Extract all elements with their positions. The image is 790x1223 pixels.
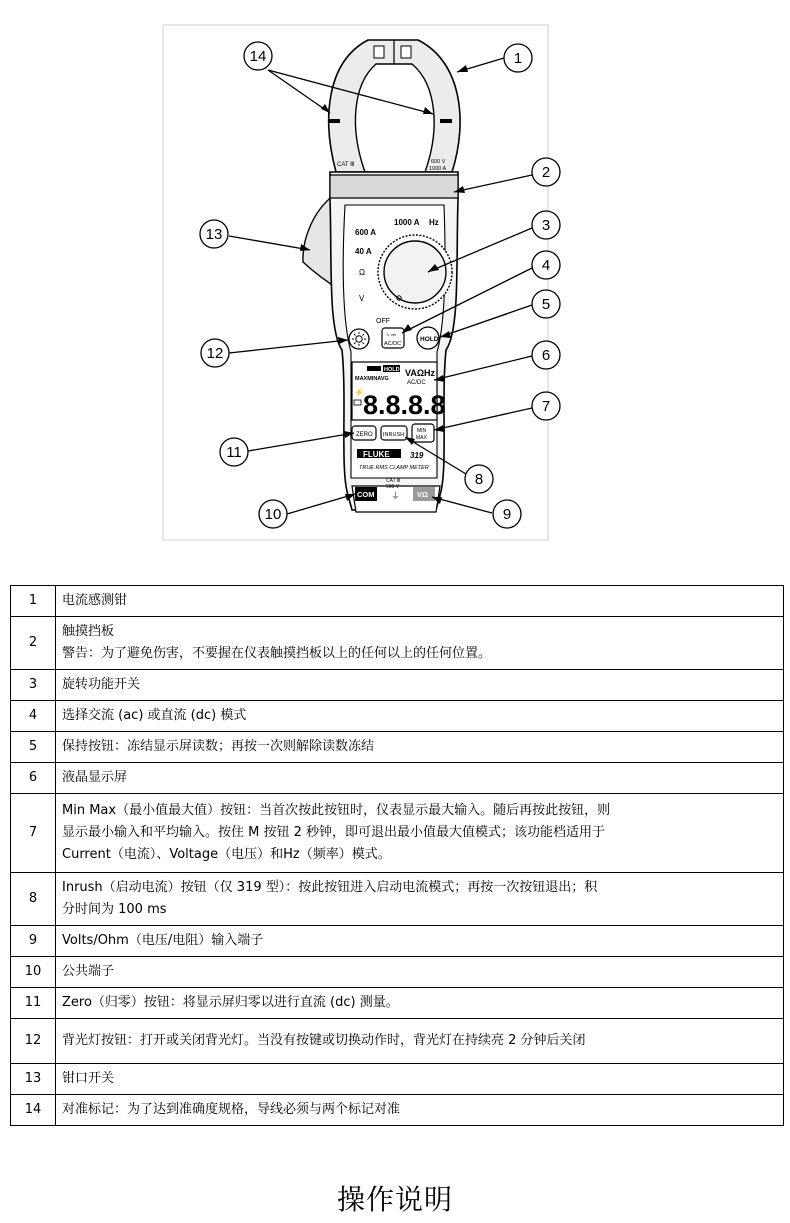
legend-number: 5: [11, 732, 56, 763]
dial-label-1000a: 1000 A: [394, 218, 420, 227]
lcd-acdc-text: AC/DC: [407, 380, 426, 386]
zero-button-label: ZERO: [356, 432, 373, 438]
legend-number: 7: [11, 794, 56, 873]
legend-description-line: 钳口开关: [62, 1071, 115, 1086]
legend-description: [56, 763, 784, 794]
legend-row: [11, 586, 784, 617]
legend-description: [56, 617, 784, 670]
ac-dc-wave-icon: ~ ⎓: [386, 333, 396, 339]
model-subtitle: TRUE RMS CLAMP METER: [359, 465, 429, 471]
legend-number: 10: [11, 957, 56, 988]
legend-description-line: Zero（归零）按钮：将显示屏归零以进行直流 (dc) 测量。: [62, 995, 399, 1010]
callout-11: 11: [226, 444, 242, 461]
legend-description: [56, 701, 784, 732]
callout-13: 13: [205, 226, 223, 243]
clamp-jaw-inner: [355, 64, 434, 172]
callout-12: 12: [206, 345, 224, 362]
callout-5: 5: [541, 296, 551, 313]
rating-right-2: 1000 A: [429, 166, 447, 172]
legend-description-line: 电流感测钳: [62, 593, 128, 608]
ac-dc-button-label: AC/DC: [384, 341, 402, 347]
legend-number: 12: [11, 1019, 56, 1064]
legend-row: [11, 617, 784, 670]
legend-row: [11, 732, 784, 763]
legend-row: [11, 701, 784, 732]
legend-number: 14: [11, 1095, 56, 1126]
alignment-mark-right: [440, 119, 452, 123]
callout-6: 6: [541, 347, 551, 364]
callout-1: 1: [513, 50, 523, 67]
lcd-mode-text: MAXMINAVG: [355, 376, 389, 382]
jaw-tip-right: [401, 46, 411, 58]
legend-description-line: 液晶显示屏: [62, 770, 128, 785]
model-number: 319: [410, 451, 424, 460]
rating-right-1: 600 V: [431, 159, 446, 165]
jaw-tip-left: [374, 46, 384, 58]
terminal-cat-label: CAT Ⅲ: [386, 478, 401, 484]
inrush-button-label: INRUSH: [383, 432, 405, 438]
min-max-button-label-1: MIN: [417, 428, 427, 434]
legend-number: 11: [11, 988, 56, 1019]
legend-number: 13: [11, 1064, 56, 1095]
legend-row: [11, 988, 784, 1019]
lcd-hold-tag: HOLD: [384, 367, 400, 373]
dial-label-40a: 40 A: [355, 247, 372, 256]
footer-title: 操作说明: [336, 1183, 453, 1216]
legend-description: [56, 873, 784, 926]
legend-description-line: 显示最小输入和平均输入。按住 M 按钮 2 秒钟，即可退出最小值最大值模式；该功能档适用于: [62, 825, 606, 840]
legend-description: [56, 926, 784, 957]
callout-10: 10: [264, 506, 282, 523]
terminal-volt-label: 600 V: [386, 484, 400, 490]
legend-description: [56, 732, 784, 763]
callout-2: 2: [541, 164, 551, 181]
legend-number: 2: [11, 617, 56, 670]
legend-body: [11, 586, 784, 1126]
clamp-meter-diagram: [0, 0, 790, 580]
legend-row: [11, 1095, 784, 1126]
legend-description-line: 背光灯按钮：打开或关闭背光灯。当没有按键或切换动作时，背光灯在持续亮 2 分钟后关闭: [62, 1033, 586, 1048]
cat-rating-left: CAT Ⅲ: [337, 162, 355, 168]
lcd-units-text: VAΩHz: [405, 368, 436, 378]
alignment-mark-left: [328, 119, 340, 123]
legend-row: [11, 957, 784, 988]
legend-description-line: 旋转功能开关: [62, 677, 141, 692]
legend-row: [11, 873, 784, 926]
dial-label-600a: 600 A: [355, 228, 377, 237]
legend-description: [56, 586, 784, 617]
legend-description-line: Inrush（启动电流）按钮（仅 319 型）：按此按钮进入启动电流模式；再按一次按钮退出；积: [62, 880, 598, 895]
lcd-warning-icon: ⚡: [354, 388, 364, 397]
legend-description-line: Volts/Ohm（电压/电阻）输入端子: [62, 933, 264, 948]
legend-description: [56, 1064, 784, 1095]
legend-description-line: Current（电流）、Voltage（电压）和Hz（频率）模式。: [62, 847, 391, 862]
min-max-button-label-2: MAX: [416, 435, 427, 441]
legend-description-line: 公共端子: [62, 964, 115, 979]
legend-description-line: 触摸挡板: [62, 624, 115, 639]
dial-label-hz: Hz: [429, 218, 439, 227]
lcd-digits: 8.8.8.8: [363, 390, 446, 420]
legend-number: 8: [11, 873, 56, 926]
legend-table: [10, 585, 784, 1126]
dial-label-off: OFF: [376, 318, 390, 325]
callout-14: 14: [249, 48, 267, 65]
legend-description: [56, 670, 784, 701]
dial-ohm-symbol: Ω: [359, 268, 365, 277]
legend-number: 1: [11, 586, 56, 617]
legend-row: [11, 1019, 784, 1064]
callout-3: 3: [541, 217, 551, 234]
callout-8: 8: [474, 471, 484, 488]
lcd-tag-box: [367, 366, 381, 371]
legend-row: [11, 794, 784, 873]
legend-description-line: 对准标记：为了达到准确度规格，导线必须与两个标记对准: [62, 1102, 401, 1117]
legend-number: 9: [11, 926, 56, 957]
legend-description: [56, 794, 784, 873]
legend-row: [11, 1064, 784, 1095]
legend-description-line: Min Max（最小值最大值）按钮：当首次按此按钮时，仪表显示最大输入。随后再按此按钮，则: [62, 803, 611, 818]
legend-description-line: 分时间为 100 ms: [62, 902, 167, 917]
legend-description-line: 选择交流 (ac) 或直流 (dc) 模式: [62, 708, 247, 723]
legend-description-line: 警告：为了避免伤害，不要握在仪表触摸挡板以上的任何以上的任何位置。: [62, 646, 492, 661]
legend-description: [56, 1095, 784, 1126]
legend-description: [56, 957, 784, 988]
legend-number: 3: [11, 670, 56, 701]
legend-row: [11, 670, 784, 701]
callout-4: 4: [541, 257, 551, 274]
callout-7: 7: [541, 398, 551, 415]
legend-row: [11, 926, 784, 957]
brand-logo: FLUKE: [363, 450, 390, 459]
hand-guard: [330, 175, 458, 198]
legend-number: 4: [11, 701, 56, 732]
legend-description: [56, 988, 784, 1019]
rotary-switch[interactable]: [384, 241, 446, 303]
ground-icon: ⏚: [391, 491, 401, 501]
legend-number: 6: [11, 763, 56, 794]
legend-description: [56, 1019, 784, 1064]
com-terminal-label: COM: [357, 490, 375, 499]
callout-9: 9: [502, 506, 512, 523]
dial-volt-symbol: V: [359, 294, 365, 303]
legend-description-line: 保持按钮：冻结显示屏读数；再按一次则解除读数冻结: [62, 739, 375, 754]
hold-button-label: HOLD: [420, 336, 439, 343]
vohm-terminal-label: VΩ: [417, 490, 429, 499]
legend-row: [11, 763, 784, 794]
